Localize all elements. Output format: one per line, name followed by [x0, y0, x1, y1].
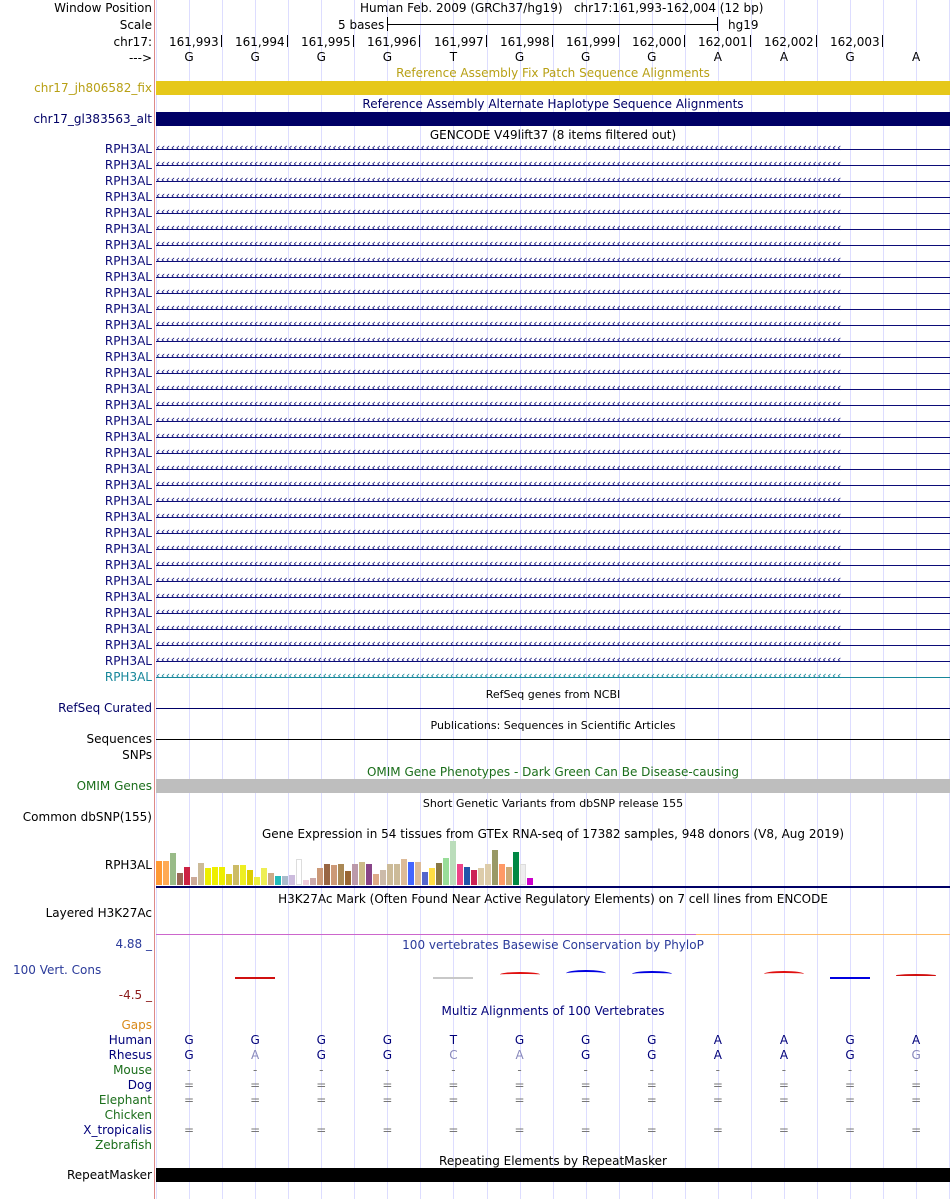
gtex-tissue-bar[interactable] [380, 870, 386, 885]
ruler-tick [221, 35, 222, 47]
gencode-strand-arrows: ‹‹‹‹‹‹‹‹‹‹‹‹‹‹‹‹‹‹‹‹‹‹‹‹‹‹‹‹‹‹‹‹‹‹‹‹‹‹‹‹‹‹‹‹‹‹‹‹‹‹‹‹‹‹‹‹‹‹‹‹‹‹‹‹‹‹‹‹‹‹‹‹‹‹‹‹‹‹‹‹‹‹‹‹‹‹‹‹‹‹‹‹‹‹‹‹‹‹‹‹‹‹‹‹‹‹‹‹‹‹‹‹‹‹‹‹‹‹‹‹‹‹‹‹‹‹‹‹‹‹‹‹‹‹‹‹‹‹‹‹ [156, 141, 842, 154]
gencode-transcript-label[interactable]: RPH3AL [104, 286, 152, 300]
window-position-value: Human Feb. 2009 (GRCh37/hg19) chr17:161,993-162,004 (12 bp) [360, 1, 764, 15]
multiz-base: - [517, 1063, 522, 1077]
multiz-base: G [845, 1048, 855, 1062]
refseq-line[interactable] [156, 708, 950, 709]
conservation-label[interactable]: 100 Vert. Cons [13, 963, 102, 977]
gtex-tissue-bar[interactable] [156, 861, 162, 885]
reference-base: G [382, 50, 392, 64]
ruler-tick [287, 35, 288, 47]
gencode-transcript-label[interactable]: RPH3AL [104, 526, 152, 540]
refseq-title[interactable]: RefSeq genes from NCBI [485, 688, 621, 701]
gencode-transcript-label[interactable]: RPH3AL [104, 638, 152, 652]
scale-text: 5 bases [338, 18, 385, 32]
gencode-transcript-label[interactable]: RPH3AL [104, 238, 152, 252]
gtex-tissue-bar[interactable] [492, 850, 498, 885]
h3k27ac-label[interactable]: Layered H3K27Ac [45, 906, 152, 920]
multiz-base: = [250, 1093, 261, 1107]
ruler-tick [353, 35, 354, 47]
ruler-tick [750, 35, 751, 47]
gtex-tissue-bar[interactable] [429, 868, 435, 885]
multiz-species-label[interactable]: Dog [127, 1078, 152, 1092]
gtex-tissue-bar[interactable] [394, 864, 400, 885]
gtex-tissue-bar[interactable] [268, 873, 274, 885]
multiz-base: G [250, 1033, 260, 1047]
fix-patch-bar[interactable] [156, 81, 950, 95]
scale-bar [387, 24, 718, 25]
omim-title[interactable]: OMIM Gene Phenotypes - Dark Green Can Be Disease-causing [366, 765, 740, 779]
snps-label[interactable]: SNPs [122, 748, 152, 762]
scale-bar-right-tick [717, 17, 718, 31]
multiz-base: = [845, 1093, 856, 1107]
gtex-tissue-bar[interactable] [170, 853, 176, 885]
repeatmasker-title[interactable]: Repeating Elements by RepeatMasker [439, 1154, 667, 1168]
gencode-transcript-label[interactable]: RPH3AL [104, 606, 152, 620]
gtex-tissue-bar[interactable] [450, 841, 456, 885]
gtex-tissue-bar[interactable] [520, 864, 526, 885]
gtex-gene-line [156, 886, 950, 888]
gtex-tissue-bar[interactable] [191, 877, 197, 885]
gtex-tissue-bar[interactable] [338, 864, 344, 885]
gtex-tissue-bar[interactable] [478, 868, 484, 885]
multiz-base: = [646, 1078, 657, 1092]
multiz-base: = [250, 1078, 261, 1092]
multiz-base: = [911, 1123, 922, 1137]
multiz-base: - [649, 1063, 654, 1077]
multiz-base: G [316, 1033, 326, 1047]
multiz-base: = [580, 1093, 591, 1107]
gencode-transcript-label[interactable]: RPH3AL [104, 398, 152, 412]
ruler-tick [684, 35, 685, 47]
gencode-transcript-label[interactable]: RPH3AL [104, 574, 152, 588]
multiz-base: - [583, 1063, 588, 1077]
gtex-tissue-bar[interactable] [457, 864, 463, 885]
phylop-score-mark[interactable] [235, 977, 275, 979]
multiz-title[interactable]: Multiz Alignments of 100 Vertebrates [441, 1004, 665, 1018]
multiz-base: A [779, 1033, 789, 1047]
gencode-transcript-label[interactable]: RPH3AL [104, 590, 152, 604]
reference-base: G [514, 50, 525, 64]
gencode-transcript-label[interactable]: RPH3AL [104, 158, 152, 172]
multiz-base: - [847, 1063, 853, 1077]
gtex-tissue-bar[interactable] [436, 863, 442, 885]
gtex-tissue-bar[interactable] [443, 858, 449, 885]
conservation-title[interactable]: 100 vertebrates Basewise Conservation by PhyloP [402, 938, 704, 952]
gencode-transcript-label[interactable]: RPH3AL [104, 510, 152, 524]
gencode-strand-arrows: ‹‹‹‹‹‹‹‹‹‹‹‹‹‹‹‹‹‹‹‹‹‹‹‹‹‹‹‹‹‹‹‹‹‹‹‹‹‹‹‹‹‹‹‹‹‹‹‹‹‹‹‹‹‹‹‹‹‹‹‹‹‹‹‹‹‹‹‹‹‹‹‹‹‹‹‹‹‹‹‹‹‹‹‹‹‹‹‹‹‹‹‹‹‹‹‹‹‹‹‹‹‹‹‹‹‹‹‹‹‹‹‹‹‹‹‹‹‹‹‹‹‹‹‹‹‹‹‹‹‹‹‹‹‹‹‹‹‹‹‹ [156, 413, 842, 426]
left-divider [154, 0, 155, 1199]
gtex-tissue-bar[interactable] [184, 867, 190, 885]
ruler-position-label: 161,994 [235, 35, 285, 49]
gencode-strand-arrows: ‹‹‹‹‹‹‹‹‹‹‹‹‹‹‹‹‹‹‹‹‹‹‹‹‹‹‹‹‹‹‹‹‹‹‹‹‹‹‹‹‹‹‹‹‹‹‹‹‹‹‹‹‹‹‹‹‹‹‹‹‹‹‹‹‹‹‹‹‹‹‹‹‹‹‹‹‹‹‹‹‹‹‹‹‹‹‹‹‹‹‹‹‹‹‹‹‹‹‹‹‹‹‹‹‹‹‹‹‹‹‹‹‹‹‹‹‹‹‹‹‹‹‹‹‹‹‹‹‹‹‹‹‹‹‹‹‹‹‹‹ [156, 541, 842, 554]
multiz-species-label[interactable]: Zebrafish [95, 1138, 152, 1152]
gtex-tissue-bar[interactable] [163, 861, 169, 885]
multiz-base: = [845, 1078, 856, 1092]
gencode-transcript-label[interactable]: RPH3AL [104, 174, 152, 188]
multiz-base: = [448, 1078, 459, 1092]
fix-patch-label[interactable]: chr17_jh806582_fix [34, 81, 152, 95]
gtex-tissue-bar[interactable] [275, 876, 281, 885]
multiz-base: - [319, 1063, 324, 1077]
multiz-base: A [251, 1048, 260, 1062]
gencode-strand-arrows: ‹‹‹‹‹‹‹‹‹‹‹‹‹‹‹‹‹‹‹‹‹‹‹‹‹‹‹‹‹‹‹‹‹‹‹‹‹‹‹‹‹‹‹‹‹‹‹‹‹‹‹‹‹‹‹‹‹‹‹‹‹‹‹‹‹‹‹‹‹‹‹‹‹‹‹‹‹‹‹‹‹‹‹‹‹‹‹‹‹‹‹‹‹‹‹‹‹‹‹‹‹‹‹‹‹‹‹‹‹‹‹‹‹‹‹‹‹‹‹‹‹‹‹‹‹‹‹‹‹‹‹‹‹‹‹‹‹‹‹‹ [156, 365, 842, 378]
pubs-title[interactable]: Publications: Sequences in Scientific Articles [430, 719, 676, 732]
scale-db: hg19 [728, 18, 759, 32]
ruler-tick [419, 35, 420, 47]
gtex-tissue-bar[interactable] [373, 874, 379, 885]
gencode-transcript-label[interactable]: RPH3AL [104, 430, 152, 444]
gencode-transcript-label[interactable]: RPH3AL [104, 142, 152, 156]
gencode-strand-arrows: ‹‹‹‹‹‹‹‹‹‹‹‹‹‹‹‹‹‹‹‹‹‹‹‹‹‹‹‹‹‹‹‹‹‹‹‹‹‹‹‹‹‹‹‹‹‹‹‹‹‹‹‹‹‹‹‹‹‹‹‹‹‹‹‹‹‹‹‹‹‹‹‹‹‹‹‹‹‹‹‹‹‹‹‹‹‹‹‹‹‹‹‹‹‹‹‹‹‹‹‹‹‹‹‹‹‹‹‹‹‹‹‹‹‹‹‹‹‹‹‹‹‹‹‹‹‹‹‹‹‹‹‹‹‹‹‹‹‹‹‹ [156, 189, 842, 202]
ruler-position-label: 161,996 [367, 35, 417, 49]
ruler-position-label: 162,000 [632, 35, 682, 49]
multiz-base: A [912, 1033, 921, 1047]
multiz-base: = [316, 1093, 327, 1107]
repeatmasker-bar[interactable] [156, 1168, 950, 1182]
ruler-position-label: 162,002 [764, 35, 814, 49]
gencode-strand-arrows: ‹‹‹‹‹‹‹‹‹‹‹‹‹‹‹‹‹‹‹‹‹‹‹‹‹‹‹‹‹‹‹‹‹‹‹‹‹‹‹‹‹‹‹‹‹‹‹‹‹‹‹‹‹‹‹‹‹‹‹‹‹‹‹‹‹‹‹‹‹‹‹‹‹‹‹‹‹‹‹‹‹‹‹‹‹‹‹‹‹‹‹‹‹‹‹‹‹‹‹‹‹‹‹‹‹‹‹‹‹‹‹‹‹‹‹‹‹‹‹‹‹‹‹‹‹‹‹‹‹‹‹‹‹‹‹‹‹‹‹‹ [156, 381, 842, 394]
gencode-strand-arrows: ‹‹‹‹‹‹‹‹‹‹‹‹‹‹‹‹‹‹‹‹‹‹‹‹‹‹‹‹‹‹‹‹‹‹‹‹‹‹‹‹‹‹‹‹‹‹‹‹‹‹‹‹‹‹‹‹‹‹‹‹‹‹‹‹‹‹‹‹‹‹‹‹‹‹‹‹‹‹‹‹‹‹‹‹‹‹‹‹‹‹‹‹‹‹‹‹‹‹‹‹‹‹‹‹‹‹‹‹‹‹‹‹‹‹‹‹‹‹‹‹‹‹‹‹‹‹‹‹‹‹‹‹‹‹‹‹‹‹‹‹ [156, 509, 842, 522]
multiz-base: = [382, 1078, 393, 1092]
multiz-base: A [713, 1033, 722, 1047]
gencode-strand-arrows: ‹‹‹‹‹‹‹‹‹‹‹‹‹‹‹‹‹‹‹‹‹‹‹‹‹‹‹‹‹‹‹‹‹‹‹‹‹‹‹‹‹‹‹‹‹‹‹‹‹‹‹‹‹‹‹‹‹‹‹‹‹‹‹‹‹‹‹‹‹‹‹‹‹‹‹‹‹‹‹‹‹‹‹‹‹‹‹‹‹‹‹‹‹‹‹‹‹‹‹‹‹‹‹‹‹‹‹‹‹‹‹‹‹‹‹‹‹‹‹‹‹‹‹‹‹‹‹‹‹‹‹‹‹‹‹‹‹‹‹‹ [156, 493, 842, 506]
multiz-base: - [186, 1063, 192, 1077]
multiz-base: - [913, 1063, 919, 1077]
gtex-tissue-bar[interactable] [296, 859, 302, 885]
multiz-base: G [184, 1048, 194, 1062]
multiz-base: = [778, 1078, 789, 1092]
multiz-base: = [646, 1123, 657, 1137]
gtex-title[interactable]: Gene Expression in 54 tissues from GTEx RNA-seq of 17382 samples, 948 donors (V8, Aug 2019) [261, 827, 845, 841]
chrom-label: chr17: [113, 35, 152, 49]
gaps-label[interactable]: Gaps [121, 1018, 152, 1032]
multiz-base: = [382, 1123, 393, 1137]
gtex-tissue-bar[interactable] [359, 862, 365, 885]
gencode-transcript-label[interactable]: RPH3AL [104, 446, 152, 460]
gtex-tissue-bar[interactable] [198, 863, 204, 885]
multiz-base: G [316, 1048, 326, 1062]
gencode-transcript-label[interactable]: RPH3AL [104, 542, 152, 556]
multiz-base: = [911, 1078, 922, 1092]
gtex-tissue-bar[interactable] [345, 871, 351, 885]
multiz-base: T [449, 1033, 458, 1047]
gencode-transcript-label[interactable]: RPH3AL [104, 670, 152, 684]
reference-base: A [779, 50, 789, 64]
fix-patch-title[interactable]: Reference Assembly Fix Patch Sequence Alignments [396, 66, 710, 80]
ruler-tick [486, 35, 487, 47]
gtex-tissue-bar[interactable] [471, 870, 477, 885]
reference-base: A [713, 50, 722, 64]
multiz-base: = [646, 1093, 657, 1107]
multiz-species-label[interactable]: Human [108, 1033, 152, 1047]
omim-bar[interactable] [156, 779, 950, 793]
multiz-base: = [316, 1078, 327, 1092]
pubs-label[interactable]: Sequences [86, 732, 152, 746]
multiz-base: - [715, 1063, 721, 1077]
multiz-base: - [385, 1063, 390, 1077]
gtex-tissue-bar[interactable] [289, 875, 295, 885]
phylop-score-mark[interactable] [896, 974, 936, 977]
gencode-transcript-label[interactable]: RPH3AL [104, 270, 152, 284]
multiz-base: = [580, 1078, 591, 1092]
multiz-base: = [712, 1123, 723, 1137]
ruler-tick [552, 35, 553, 47]
gencode-strand-arrows: ‹‹‹‹‹‹‹‹‹‹‹‹‹‹‹‹‹‹‹‹‹‹‹‹‹‹‹‹‹‹‹‹‹‹‹‹‹‹‹‹‹‹‹‹‹‹‹‹‹‹‹‹‹‹‹‹‹‹‹‹‹‹‹‹‹‹‹‹‹‹‹‹‹‹‹‹‹‹‹‹‹‹‹‹‹‹‹‹‹‹‹‹‹‹‹‹‹‹‹‹‹‹‹‹‹‹‹‹‹‹‹‹‹‹‹‹‹‹‹‹‹‹‹‹‹‹‹‹‹‹‹‹‹‹‹‹‹‹‹‹ [156, 557, 842, 570]
gencode-strand-arrows: ‹‹‹‹‹‹‹‹‹‹‹‹‹‹‹‹‹‹‹‹‹‹‹‹‹‹‹‹‹‹‹‹‹‹‹‹‹‹‹‹‹‹‹‹‹‹‹‹‹‹‹‹‹‹‹‹‹‹‹‹‹‹‹‹‹‹‹‹‹‹‹‹‹‹‹‹‹‹‹‹‹‹‹‹‹‹‹‹‹‹‹‹‹‹‹‹‹‹‹‹‹‹‹‹‹‹‹‹‹‹‹‹‹‹‹‹‹‹‹‹‹‹‹‹‹‹‹‹‹‹‹‹‹‹‹‹‹‹‹‹ [156, 573, 842, 586]
reference-base: G [580, 50, 591, 64]
reference-base: G [845, 50, 855, 64]
phylop-score-mark[interactable] [433, 977, 473, 979]
reference-base: G [184, 50, 194, 64]
omim-label[interactable]: OMIM Genes [76, 779, 152, 793]
gencode-strand-arrows: ‹‹‹‹‹‹‹‹‹‹‹‹‹‹‹‹‹‹‹‹‹‹‹‹‹‹‹‹‹‹‹‹‹‹‹‹‹‹‹‹‹‹‹‹‹‹‹‹‹‹‹‹‹‹‹‹‹‹‹‹‹‹‹‹‹‹‹‹‹‹‹‹‹‹‹‹‹‹‹‹‹‹‹‹‹‹‹‹‹‹‹‹‹‹‹‹‹‹‹‹‹‹‹‹‹‹‹‹‹‹‹‹‹‹‹‹‹‹‹‹‹‹‹‹‹‹‹‹‹‹‹‹‹‹‹‹‹‹‹‹ [156, 157, 842, 170]
gencode-transcript-label[interactable]: RPH3AL [104, 350, 152, 364]
multiz-base: G [184, 1033, 194, 1047]
h3k27ac-title[interactable]: H3K27Ac Mark (Often Found Near Active Regulatory Elements) on 7 cell lines from ENCODE [278, 892, 828, 906]
gtex-tissue-bar[interactable] [282, 876, 288, 885]
multiz-base: = [184, 1123, 195, 1137]
multiz-base: = [514, 1093, 525, 1107]
gtex-tissue-bar[interactable] [464, 867, 470, 885]
gtex-tissue-bar[interactable] [387, 864, 393, 885]
multiz-base: = [316, 1123, 327, 1137]
multiz-species-label[interactable]: Chicken [104, 1108, 152, 1122]
gencode-strand-arrows: ‹‹‹‹‹‹‹‹‹‹‹‹‹‹‹‹‹‹‹‹‹‹‹‹‹‹‹‹‹‹‹‹‹‹‹‹‹‹‹‹‹‹‹‹‹‹‹‹‹‹‹‹‹‹‹‹‹‹‹‹‹‹‹‹‹‹‹‹‹‹‹‹‹‹‹‹‹‹‹‹‹‹‹‹‹‹‹‹‹‹‹‹‹‹‹‹‹‹‹‹‹‹‹‹‹‹‹‹‹‹‹‹‹‹‹‹‹‹‹‹‹‹‹‹‹‹‹‹‹‹‹‹‹‹‹‹‹‹‹‹ [156, 285, 842, 298]
reference-base: G [250, 50, 260, 64]
strand-label: ---> [128, 51, 152, 65]
scale-bar-left-tick [387, 17, 388, 31]
gencode-strand-arrows: ‹‹‹‹‹‹‹‹‹‹‹‹‹‹‹‹‹‹‹‹‹‹‹‹‹‹‹‹‹‹‹‹‹‹‹‹‹‹‹‹‹‹‹‹‹‹‹‹‹‹‹‹‹‹‹‹‹‹‹‹‹‹‹‹‹‹‹‹‹‹‹‹‹‹‹‹‹‹‹‹‹‹‹‹‹‹‹‹‹‹‹‹‹‹‹‹‹‹‹‹‹‹‹‹‹‹‹‹‹‹‹‹‹‹‹‹‹‹‹‹‹‹‹‹‹‹‹‹‹‹‹‹‹‹‹‹‹‹‹‹ [156, 237, 842, 250]
gtex-tissue-bar[interactable] [212, 867, 218, 885]
multiz-base: A [515, 1048, 524, 1062]
gencode-strand-arrows: ‹‹‹‹‹‹‹‹‹‹‹‹‹‹‹‹‹‹‹‹‹‹‹‹‹‹‹‹‹‹‹‹‹‹‹‹‹‹‹‹‹‹‹‹‹‹‹‹‹‹‹‹‹‹‹‹‹‹‹‹‹‹‹‹‹‹‹‹‹‹‹‹‹‹‹‹‹‹‹‹‹‹‹‹‹‹‹‹‹‹‹‹‹‹‹‹‹‹‹‹‹‹‹‹‹‹‹‹‹‹‹‹‹‹‹‹‹‹‹‹‹‹‹‹‹‹‹‹‹‹‹‹‹‹‹‹‹‹‹‹ [156, 205, 842, 218]
gtex-tissue-bar[interactable] [177, 873, 183, 885]
multiz-base: = [184, 1078, 195, 1092]
multiz-species-label[interactable]: Rhesus [108, 1048, 152, 1062]
gencode-strand-arrows: ‹‹‹‹‹‹‹‹‹‹‹‹‹‹‹‹‹‹‹‹‹‹‹‹‹‹‹‹‹‹‹‹‹‹‹‹‹‹‹‹‹‹‹‹‹‹‹‹‹‹‹‹‹‹‹‹‹‹‹‹‹‹‹‹‹‹‹‹‹‹‹‹‹‹‹‹‹‹‹‹‹‹‹‹‹‹‹‹‹‹‹‹‹‹‹‹‹‹‹‹‹‹‹‹‹‹‹‹‹‹‹‹‹‹‹‹‹‹‹‹‹‹‹‹‹‹‹‹‹‹‹‹‹‹‹‹‹‹‹‹ [156, 301, 842, 314]
gencode-strand-arrows: ‹‹‹‹‹‹‹‹‹‹‹‹‹‹‹‹‹‹‹‹‹‹‹‹‹‹‹‹‹‹‹‹‹‹‹‹‹‹‹‹‹‹‹‹‹‹‹‹‹‹‹‹‹‹‹‹‹‹‹‹‹‹‹‹‹‹‹‹‹‹‹‹‹‹‹‹‹‹‹‹‹‹‹‹‹‹‹‹‹‹‹‹‹‹‹‹‹‹‹‹‹‹‹‹‹‹‹‹‹‹‹‹‹‹‹‹‹‹‹‹‹‹‹‹‹‹‹‹‹‹‹‹‹‹‹‹‹‹‹‹ [156, 605, 842, 618]
gtex-tissue-bar[interactable] [422, 872, 428, 885]
gencode-strand-arrows: ‹‹‹‹‹‹‹‹‹‹‹‹‹‹‹‹‹‹‹‹‹‹‹‹‹‹‹‹‹‹‹‹‹‹‹‹‹‹‹‹‹‹‹‹‹‹‹‹‹‹‹‹‹‹‹‹‹‹‹‹‹‹‹‹‹‹‹‹‹‹‹‹‹‹‹‹‹‹‹‹‹‹‹‹‹‹‹‹‹‹‹‹‹‹‹‹‹‹‹‹‹‹‹‹‹‹‹‹‹‹‹‹‹‹‹‹‹‹‹‹‹‹‹‹‹‹‹‹‹‹‹‹‹‹‹‹‹‹‹‹ [156, 669, 842, 682]
multiz-base: = [448, 1093, 459, 1107]
multiz-base: = [514, 1123, 525, 1137]
gencode-transcript-label[interactable]: RPH3AL [104, 478, 152, 492]
ruler-position-label: 162,003 [830, 35, 880, 49]
multiz-base: = [580, 1123, 591, 1137]
gtex-tissue-bar[interactable] [485, 864, 491, 885]
window-position-label: Window Position [54, 1, 152, 15]
gencode-title[interactable]: GENCODE V49lift37 (8 items filtered out) [429, 128, 677, 142]
multiz-base: - [252, 1063, 258, 1077]
ruler-position-label: 161,995 [301, 35, 351, 49]
multiz-species-label[interactable]: X_tropicalis [83, 1123, 152, 1137]
multiz-base: = [778, 1093, 789, 1107]
gtex-tissue-bar[interactable] [261, 868, 267, 885]
alt-haplotype-bar[interactable] [156, 112, 950, 126]
scale-label: Scale [119, 18, 152, 32]
gtex-tissue-bar[interactable] [233, 865, 239, 885]
gencode-transcript-label[interactable]: RPH3AL [104, 622, 152, 636]
multiz-base: = [911, 1093, 922, 1107]
gtex-tissue-bar[interactable] [254, 877, 260, 885]
ruler-position-label: 162,001 [698, 35, 748, 49]
gtex-tissue-bar[interactable] [240, 865, 246, 885]
gencode-strand-arrows: ‹‹‹‹‹‹‹‹‹‹‹‹‹‹‹‹‹‹‹‹‹‹‹‹‹‹‹‹‹‹‹‹‹‹‹‹‹‹‹‹‹‹‹‹‹‹‹‹‹‹‹‹‹‹‹‹‹‹‹‹‹‹‹‹‹‹‹‹‹‹‹‹‹‹‹‹‹‹‹‹‹‹‹‹‹‹‹‹‹‹‹‹‹‹‹‹‹‹‹‹‹‹‹‹‹‹‹‹‹‹‹‹‹‹‹‹‹‹‹‹‹‹‹‹‹‹‹‹‹‹‹‹‹‹‹‹‹‹‹‹ [156, 253, 842, 266]
gencode-strand-arrows: ‹‹‹‹‹‹‹‹‹‹‹‹‹‹‹‹‹‹‹‹‹‹‹‹‹‹‹‹‹‹‹‹‹‹‹‹‹‹‹‹‹‹‹‹‹‹‹‹‹‹‹‹‹‹‹‹‹‹‹‹‹‹‹‹‹‹‹‹‹‹‹‹‹‹‹‹‹‹‹‹‹‹‹‹‹‹‹‹‹‹‹‹‹‹‹‹‹‹‹‹‹‹‹‹‹‹‹‹‹‹‹‹‹‹‹‹‹‹‹‹‹‹‹‹‹‹‹‹‹‹‹‹‹‹‹‹‹‹‹‹ [156, 269, 842, 282]
phylop-score-mark[interactable] [500, 972, 540, 977]
multiz-base: G [845, 1033, 855, 1047]
dbsnp-title[interactable]: Short Genetic Variants from dbSNP release 155 [422, 797, 684, 810]
gencode-transcript-label[interactable]: RPH3AL [104, 318, 152, 332]
phylop-score-mark[interactable] [632, 971, 672, 977]
gtex-tissue-bar[interactable] [506, 867, 512, 885]
gtex-tissue-bar[interactable] [499, 864, 505, 885]
multiz-base: G [514, 1033, 525, 1047]
multiz-base: = [382, 1093, 393, 1107]
reference-base: G [647, 50, 657, 64]
alt-haplotype-label[interactable]: chr17_gl383563_alt [33, 112, 152, 126]
ruler-position-label: 161,997 [434, 35, 484, 49]
ruler-position-label: 161,999 [566, 35, 616, 49]
ruler-position-label: 161,993 [169, 35, 219, 49]
multiz-base: G [580, 1033, 591, 1047]
ruler-tick [882, 35, 883, 47]
gtex-tissue-bar[interactable] [331, 865, 337, 885]
gencode-strand-arrows: ‹‹‹‹‹‹‹‹‹‹‹‹‹‹‹‹‹‹‹‹‹‹‹‹‹‹‹‹‹‹‹‹‹‹‹‹‹‹‹‹‹‹‹‹‹‹‹‹‹‹‹‹‹‹‹‹‹‹‹‹‹‹‹‹‹‹‹‹‹‹‹‹‹‹‹‹‹‹‹‹‹‹‹‹‹‹‹‹‹‹‹‹‹‹‹‹‹‹‹‹‹‹‹‹‹‹‹‹‹‹‹‹‹‹‹‹‹‹‹‹‹‹‹‹‹‹‹‹‹‹‹‹‹‹‹‹‹‹‹‹ [156, 429, 842, 442]
gencode-transcript-label[interactable]: RPH3AL [104, 222, 152, 236]
multiz-base: - [451, 1063, 456, 1077]
gencode-strand-arrows: ‹‹‹‹‹‹‹‹‹‹‹‹‹‹‹‹‹‹‹‹‹‹‹‹‹‹‹‹‹‹‹‹‹‹‹‹‹‹‹‹‹‹‹‹‹‹‹‹‹‹‹‹‹‹‹‹‹‹‹‹‹‹‹‹‹‹‹‹‹‹‹‹‹‹‹‹‹‹‹‹‹‹‹‹‹‹‹‹‹‹‹‹‹‹‹‹‹‹‹‹‹‹‹‹‹‹‹‹‹‹‹‹‹‹‹‹‹‹‹‹‹‹‹‹‹‹‹‹‹‹‹‹‹‹‹‹‹‹‹‹ [156, 637, 842, 650]
gencode-transcript-label[interactable]: RPH3AL [104, 494, 152, 508]
multiz-base: G [647, 1033, 657, 1047]
multiz-base: G [382, 1048, 392, 1062]
gtex-tissue-bar[interactable] [401, 859, 407, 885]
gencode-strand-arrows: ‹‹‹‹‹‹‹‹‹‹‹‹‹‹‹‹‹‹‹‹‹‹‹‹‹‹‹‹‹‹‹‹‹‹‹‹‹‹‹‹‹‹‹‹‹‹‹‹‹‹‹‹‹‹‹‹‹‹‹‹‹‹‹‹‹‹‹‹‹‹‹‹‹‹‹‹‹‹‹‹‹‹‹‹‹‹‹‹‹‹‹‹‹‹‹‹‹‹‹‹‹‹‹‹‹‹‹‹‹‹‹‹‹‹‹‹‹‹‹‹‹‹‹‹‹‹‹‹‹‹‹‹‹‹‹‹‹‹‹‹ [156, 589, 842, 602]
gtex-tissue-bar[interactable] [513, 852, 519, 885]
ruler-tick [618, 35, 619, 47]
ruler-tick [816, 35, 817, 47]
gencode-strand-arrows: ‹‹‹‹‹‹‹‹‹‹‹‹‹‹‹‹‹‹‹‹‹‹‹‹‹‹‹‹‹‹‹‹‹‹‹‹‹‹‹‹‹‹‹‹‹‹‹‹‹‹‹‹‹‹‹‹‹‹‹‹‹‹‹‹‹‹‹‹‹‹‹‹‹‹‹‹‹‹‹‹‹‹‹‹‹‹‹‹‹‹‹‹‹‹‹‹‹‹‹‹‹‹‹‹‹‹‹‹‹‹‹‹‹‹‹‹‹‹‹‹‹‹‹‹‹‹‹‹‹‹‹‹‹‹‹‹‹‹‹‹ [156, 461, 842, 474]
gencode-transcript-label[interactable]: RPH3AL [104, 206, 152, 220]
conservation-min: -4.5 _ [118, 988, 152, 1002]
gtex-tissue-bar[interactable] [527, 878, 533, 885]
multiz-base: = [250, 1123, 261, 1137]
gencode-strand-arrows: ‹‹‹‹‹‹‹‹‹‹‹‹‹‹‹‹‹‹‹‹‹‹‹‹‹‹‹‹‹‹‹‹‹‹‹‹‹‹‹‹‹‹‹‹‹‹‹‹‹‹‹‹‹‹‹‹‹‹‹‹‹‹‹‹‹‹‹‹‹‹‹‹‹‹‹‹‹‹‹‹‹‹‹‹‹‹‹‹‹‹‹‹‹‹‹‹‹‹‹‹‹‹‹‹‹‹‹‹‹‹‹‹‹‹‹‹‹‹‹‹‹‹‹‹‹‹‹‹‹‹‹‹‹‹‹‹‹‹‹‹ [156, 653, 842, 666]
gencode-transcript-label[interactable]: RPH3AL [104, 654, 152, 668]
multiz-base: = [448, 1123, 459, 1137]
ruler-position-label: 161,998 [500, 35, 550, 49]
gencode-transcript-label[interactable]: RPH3AL [104, 334, 152, 348]
multiz-base: A [779, 1048, 789, 1062]
multiz-base: = [184, 1093, 195, 1107]
gtex-tissue-bar[interactable] [226, 874, 232, 885]
reference-base: A [912, 50, 921, 64]
gencode-strand-arrows: ‹‹‹‹‹‹‹‹‹‹‹‹‹‹‹‹‹‹‹‹‹‹‹‹‹‹‹‹‹‹‹‹‹‹‹‹‹‹‹‹‹‹‹‹‹‹‹‹‹‹‹‹‹‹‹‹‹‹‹‹‹‹‹‹‹‹‹‹‹‹‹‹‹‹‹‹‹‹‹‹‹‹‹‹‹‹‹‹‹‹‹‹‹‹‹‹‹‹‹‹‹‹‹‹‹‹‹‹‹‹‹‹‹‹‹‹‹‹‹‹‹‹‹‹‹‹‹‹‹‹‹‹‹‹‹‹‹‹‹‹ [156, 173, 842, 186]
phylop-score-mark[interactable] [566, 970, 606, 977]
gencode-strand-arrows: ‹‹‹‹‹‹‹‹‹‹‹‹‹‹‹‹‹‹‹‹‹‹‹‹‹‹‹‹‹‹‹‹‹‹‹‹‹‹‹‹‹‹‹‹‹‹‹‹‹‹‹‹‹‹‹‹‹‹‹‹‹‹‹‹‹‹‹‹‹‹‹‹‹‹‹‹‹‹‹‹‹‹‹‹‹‹‹‹‹‹‹‹‹‹‹‹‹‹‹‹‹‹‹‹‹‹‹‹‹‹‹‹‹‹‹‹‹‹‹‹‹‹‹‹‹‹‹‹‹‹‹‹‹‹‹‹‹‹‹‹ [156, 477, 842, 490]
gencode-transcript-label[interactable]: RPH3AL [104, 302, 152, 316]
gtex-tissue-bar[interactable] [310, 878, 316, 885]
gencode-strand-arrows: ‹‹‹‹‹‹‹‹‹‹‹‹‹‹‹‹‹‹‹‹‹‹‹‹‹‹‹‹‹‹‹‹‹‹‹‹‹‹‹‹‹‹‹‹‹‹‹‹‹‹‹‹‹‹‹‹‹‹‹‹‹‹‹‹‹‹‹‹‹‹‹‹‹‹‹‹‹‹‹‹‹‹‹‹‹‹‹‹‹‹‹‹‹‹‹‹‹‹‹‹‹‹‹‹‹‹‹‹‹‹‹‹‹‹‹‹‹‹‹‹‹‹‹‹‹‹‹‹‹‹‹‹‹‹‹‹‹‹‹‹ [156, 397, 842, 410]
gtex-tissue-bar[interactable] [408, 862, 414, 885]
gencode-strand-arrows: ‹‹‹‹‹‹‹‹‹‹‹‹‹‹‹‹‹‹‹‹‹‹‹‹‹‹‹‹‹‹‹‹‹‹‹‹‹‹‹‹‹‹‹‹‹‹‹‹‹‹‹‹‹‹‹‹‹‹‹‹‹‹‹‹‹‹‹‹‹‹‹‹‹‹‹‹‹‹‹‹‹‹‹‹‹‹‹‹‹‹‹‹‹‹‹‹‹‹‹‹‹‹‹‹‹‹‹‹‹‹‹‹‹‹‹‹‹‹‹‹‹‹‹‹‹‹‹‹‹‹‹‹‹‹‹‹‹‹‹‹ [156, 317, 842, 330]
gtex-tissue-bar[interactable] [352, 864, 358, 885]
multiz-base: G [382, 1033, 392, 1047]
conservation-max: 4.88 _ [115, 937, 152, 951]
gtex-tissue-bar[interactable] [317, 868, 323, 885]
gtex-label[interactable]: RPH3AL [104, 858, 152, 872]
multiz-species-label[interactable]: Mouse [113, 1063, 152, 1077]
gencode-transcript-label[interactable]: RPH3AL [104, 462, 152, 476]
h3k27ac-baseline-right [696, 934, 950, 935]
multiz-base: C [449, 1048, 458, 1062]
multiz-base: = [514, 1078, 525, 1092]
multiz-base: - [781, 1063, 787, 1077]
gencode-transcript-label[interactable]: RPH3AL [104, 190, 152, 204]
gencode-strand-arrows: ‹‹‹‹‹‹‹‹‹‹‹‹‹‹‹‹‹‹‹‹‹‹‹‹‹‹‹‹‹‹‹‹‹‹‹‹‹‹‹‹‹‹‹‹‹‹‹‹‹‹‹‹‹‹‹‹‹‹‹‹‹‹‹‹‹‹‹‹‹‹‹‹‹‹‹‹‹‹‹‹‹‹‹‹‹‹‹‹‹‹‹‹‹‹‹‹‹‹‹‹‹‹‹‹‹‹‹‹‹‹‹‹‹‹‹‹‹‹‹‹‹‹‹‹‹‹‹‹‹‹‹‹‹‹‹‹‹‹‹‹ [156, 333, 842, 346]
gencode-transcript-label[interactable]: RPH3AL [104, 558, 152, 572]
dbsnp-label[interactable]: Common dbSNP(155) [22, 810, 152, 824]
gtex-tissue-bar[interactable] [415, 862, 421, 885]
gencode-strand-arrows: ‹‹‹‹‹‹‹‹‹‹‹‹‹‹‹‹‹‹‹‹‹‹‹‹‹‹‹‹‹‹‹‹‹‹‹‹‹‹‹‹‹‹‹‹‹‹‹‹‹‹‹‹‹‹‹‹‹‹‹‹‹‹‹‹‹‹‹‹‹‹‹‹‹‹‹‹‹‹‹‹‹‹‹‹‹‹‹‹‹‹‹‹‹‹‹‹‹‹‹‹‹‹‹‹‹‹‹‹‹‹‹‹‹‹‹‹‹‹‹‹‹‹‹‹‹‹‹‹‹‹‹‹‹‹‹‹‹‹‹‹ [156, 621, 842, 634]
multiz-base: A [713, 1048, 722, 1062]
repeatmasker-label[interactable]: RepeatMasker [66, 1168, 152, 1182]
gencode-transcript-label[interactable]: RPH3AL [104, 254, 152, 268]
gtex-tissue-bar[interactable] [205, 868, 211, 885]
multiz-base: G [580, 1048, 591, 1062]
refseq-label[interactable]: RefSeq Curated [58, 701, 152, 715]
gencode-transcript-label[interactable]: RPH3AL [104, 382, 152, 396]
multiz-base: G [647, 1048, 657, 1062]
gtex-tissue-bar[interactable] [366, 864, 372, 885]
gencode-strand-arrows: ‹‹‹‹‹‹‹‹‹‹‹‹‹‹‹‹‹‹‹‹‹‹‹‹‹‹‹‹‹‹‹‹‹‹‹‹‹‹‹‹‹‹‹‹‹‹‹‹‹‹‹‹‹‹‹‹‹‹‹‹‹‹‹‹‹‹‹‹‹‹‹‹‹‹‹‹‹‹‹‹‹‹‹‹‹‹‹‹‹‹‹‹‹‹‹‹‹‹‹‹‹‹‹‹‹‹‹‹‹‹‹‹‹‹‹‹‹‹‹‹‹‹‹‹‹‹‹‹‹‹‹‹‹‹‹‹‹‹‹‹ [156, 221, 842, 234]
phylop-score-mark[interactable] [830, 977, 870, 979]
gencode-strand-arrows: ‹‹‹‹‹‹‹‹‹‹‹‹‹‹‹‹‹‹‹‹‹‹‹‹‹‹‹‹‹‹‹‹‹‹‹‹‹‹‹‹‹‹‹‹‹‹‹‹‹‹‹‹‹‹‹‹‹‹‹‹‹‹‹‹‹‹‹‹‹‹‹‹‹‹‹‹‹‹‹‹‹‹‹‹‹‹‹‹‹‹‹‹‹‹‹‹‹‹‹‹‹‹‹‹‹‹‹‹‹‹‹‹‹‹‹‹‹‹‹‹‹‹‹‹‹‹‹‹‹‹‹‹‹‹‹‹‹‹‹‹ [156, 525, 842, 538]
multiz-base: G [911, 1048, 921, 1062]
reference-base: G [316, 50, 326, 64]
reference-base: T [449, 50, 458, 64]
multiz-base: = [778, 1123, 789, 1137]
phylop-score-mark[interactable] [764, 971, 804, 977]
multiz-species-label[interactable]: Elephant [98, 1093, 152, 1107]
multiz-base: = [712, 1093, 723, 1107]
multiz-base: = [845, 1123, 856, 1137]
pubs-line[interactable] [156, 739, 950, 740]
gencode-transcript-label[interactable]: RPH3AL [104, 366, 152, 380]
gtex-tissue-bar[interactable] [219, 867, 225, 885]
multiz-base: = [712, 1078, 723, 1092]
gencode-strand-arrows: ‹‹‹‹‹‹‹‹‹‹‹‹‹‹‹‹‹‹‹‹‹‹‹‹‹‹‹‹‹‹‹‹‹‹‹‹‹‹‹‹‹‹‹‹‹‹‹‹‹‹‹‹‹‹‹‹‹‹‹‹‹‹‹‹‹‹‹‹‹‹‹‹‹‹‹‹‹‹‹‹‹‹‹‹‹‹‹‹‹‹‹‹‹‹‹‹‹‹‹‹‹‹‹‹‹‹‹‹‹‹‹‹‹‹‹‹‹‹‹‹‹‹‹‹‹‹‹‹‹‹‹‹‹‹‹‹‹‹‹‹ [156, 349, 842, 362]
gencode-strand-arrows: ‹‹‹‹‹‹‹‹‹‹‹‹‹‹‹‹‹‹‹‹‹‹‹‹‹‹‹‹‹‹‹‹‹‹‹‹‹‹‹‹‹‹‹‹‹‹‹‹‹‹‹‹‹‹‹‹‹‹‹‹‹‹‹‹‹‹‹‹‹‹‹‹‹‹‹‹‹‹‹‹‹‹‹‹‹‹‹‹‹‹‹‹‹‹‹‹‹‹‹‹‹‹‹‹‹‹‹‹‹‹‹‹‹‹‹‹‹‹‹‹‹‹‹‹‹‹‹‹‹‹‹‹‹‹‹‹‹‹‹‹ [156, 445, 842, 458]
h3k27ac-baseline-left [156, 934, 696, 935]
alt-haplotype-title[interactable]: Reference Assembly Alternate Haplotype Sequence Alignments [362, 97, 744, 111]
gtex-tissue-bar[interactable] [247, 870, 253, 885]
gtex-tissue-bar[interactable] [324, 864, 330, 885]
gencode-transcript-label[interactable]: RPH3AL [104, 414, 152, 428]
gtex-tissue-bar[interactable] [303, 880, 309, 885]
